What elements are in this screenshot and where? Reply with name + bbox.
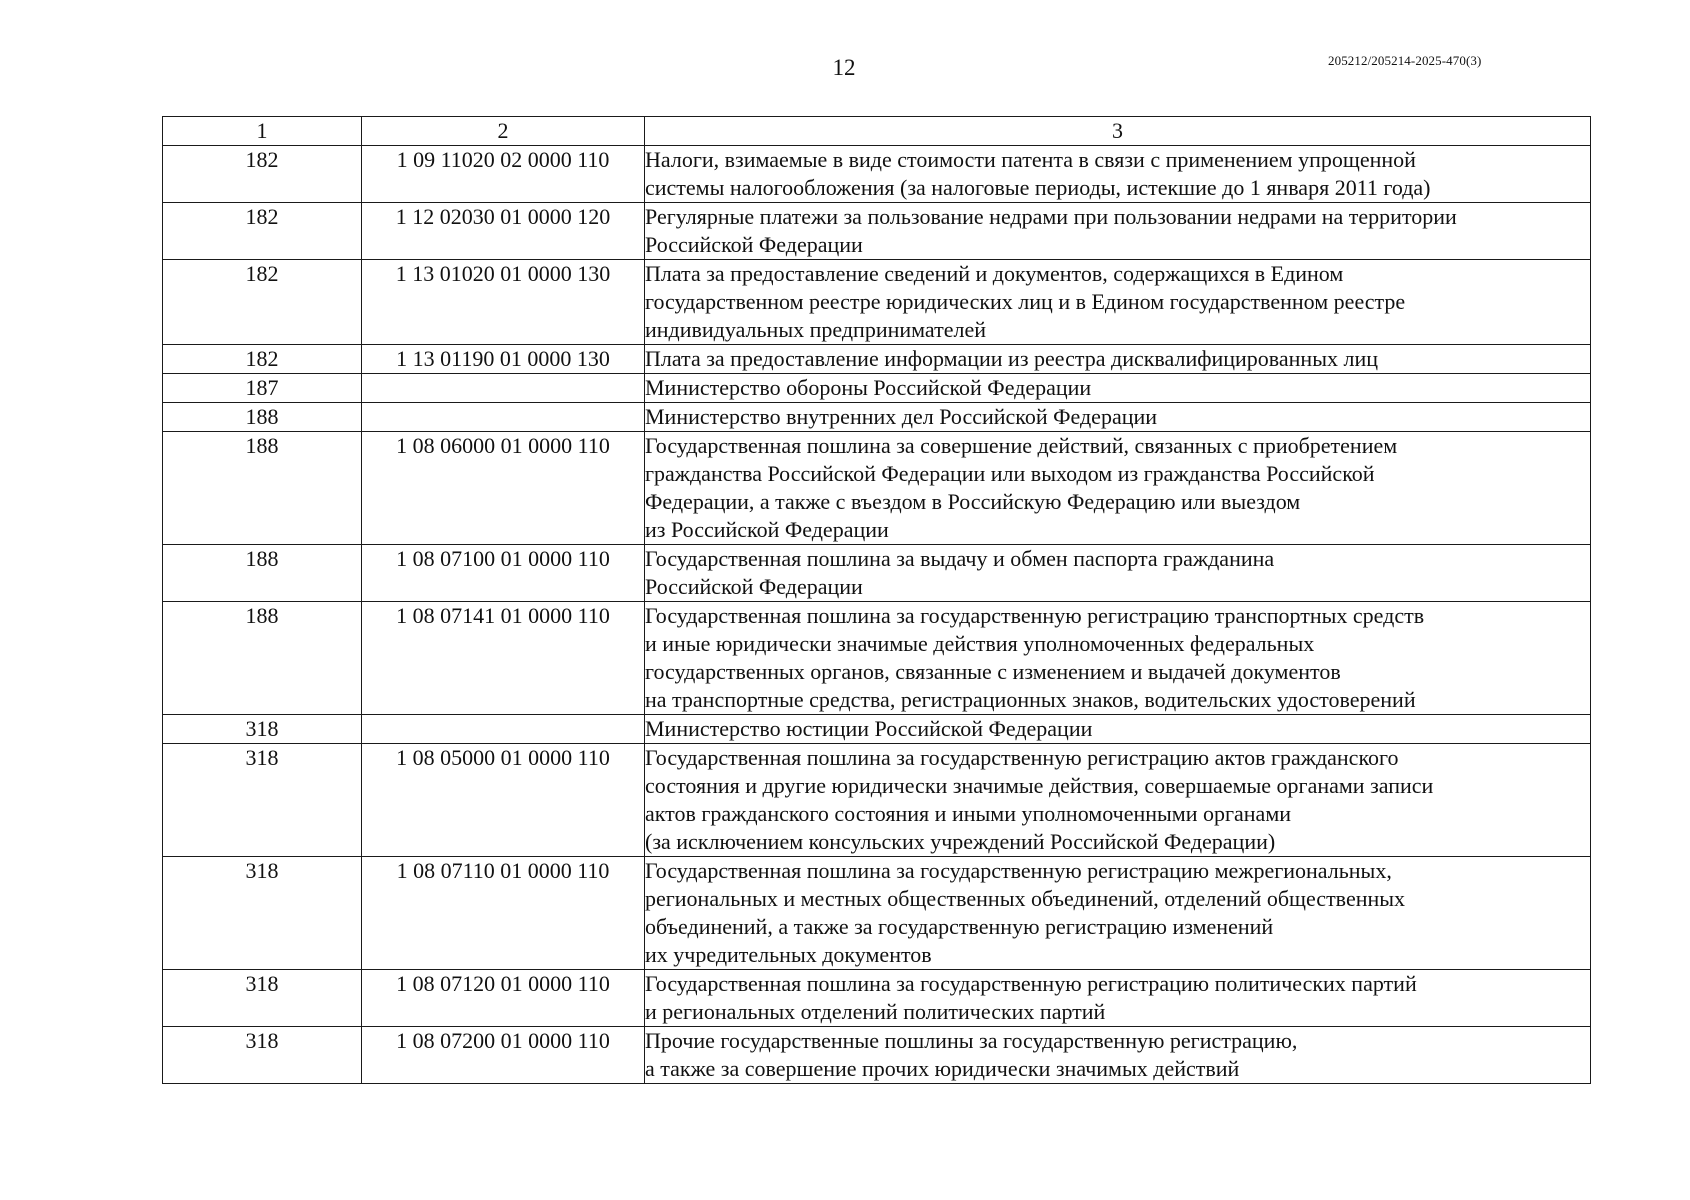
document-code: 205212/205214-2025-470(3): [1328, 53, 1482, 68]
administrator-code-cell: 188: [163, 602, 362, 715]
revenue-name-line: государственных органов, связанные с изменением и выдачей документов: [645, 659, 1341, 684]
revenue-code-cell: 1 08 06000 01 0000 110: [362, 432, 645, 545]
revenue-name-cell: [645, 374, 1591, 403]
revenue-name-line: Налоги, взимаемые в виде стоимости патента в связи с применением упрощенной: [645, 147, 1416, 172]
revenue-name-cell: [645, 545, 1591, 602]
revenue-name-line: актов гражданского состояния и иными уполномоченными органами: [645, 801, 1292, 826]
revenue-name-line: а также за совершение прочих юридически значимых действий: [645, 1056, 1240, 1081]
table-row: [163, 432, 1591, 545]
revenue-name-line: Государственная пошлина за государственную регистрацию актов гражданского: [645, 745, 1399, 770]
revenue-name-cell: [645, 146, 1591, 203]
revenue-name-cell: [645, 970, 1591, 1027]
revenue-name-line: Российской Федерации: [645, 574, 863, 599]
revenue-code-cell: 1 12 02030 01 0000 120: [362, 203, 645, 260]
revenue-name-line: Федерации, а также с въездом в Российскую Федерацию или выездом: [645, 489, 1301, 514]
administrator-code-cell: 188: [163, 545, 362, 602]
revenue-name-cell: [645, 345, 1591, 374]
revenue-name-line: Регулярные платежи за пользование недрами при пользовании недрами на территории: [645, 204, 1457, 229]
table-row: [163, 744, 1591, 857]
revenue-code-cell: [362, 403, 645, 432]
table-row: [163, 857, 1591, 970]
table-row: [163, 345, 1591, 374]
revenue-name-line: Прочие государственные пошлины за государственную регистрацию,: [645, 1028, 1298, 1053]
revenue-code-cell: 1 09 11020 02 0000 110: [362, 146, 645, 203]
column-header-1: 1: [163, 117, 362, 146]
table-row: [163, 374, 1591, 403]
revenue-name-cell: [645, 1027, 1591, 1084]
revenue-name-line: Российской Федерации: [645, 232, 863, 257]
table-row: [163, 260, 1591, 345]
administrator-code-cell: 182: [163, 203, 362, 260]
revenue-name-line: их учредительных документов: [645, 942, 932, 967]
administrator-code-cell: 318: [163, 715, 362, 744]
revenue-name-line: Министерство юстиции Российской Федерации: [645, 716, 1093, 741]
revenue-code-cell: 1 08 07110 01 0000 110: [362, 857, 645, 970]
revenue-name-line: Плата за предоставление информации из реестра дисквалифицированных лиц: [645, 346, 1379, 371]
revenue-name-cell: [645, 432, 1591, 545]
revenue-name-cell: [645, 744, 1591, 857]
revenue-name-cell: [645, 857, 1591, 970]
table-row: [163, 203, 1591, 260]
revenue-name-cell: [645, 403, 1591, 432]
administrator-code-cell: 188: [163, 432, 362, 545]
administrator-code-cell: 182: [163, 260, 362, 345]
administrator-code-cell: 182: [163, 146, 362, 203]
revenue-code-cell: 1 13 01190 01 0000 130: [362, 345, 645, 374]
revenue-name-line: индивидуальных предпринимателей: [645, 317, 986, 342]
revenue-code-cell: 1 08 05000 01 0000 110: [362, 744, 645, 857]
revenue-codes-table: [162, 116, 1591, 1084]
revenue-name-line: (за исключением консульских учреждений Российской Федерации): [645, 829, 1276, 854]
revenue-name-line: Государственная пошлина за государственную регистрацию транспортных средств: [645, 603, 1425, 628]
revenue-name-line: Государственная пошлина за государственную регистрацию политических партий: [645, 971, 1417, 996]
administrator-code-cell: 318: [163, 970, 362, 1027]
administrator-code-cell: 187: [163, 374, 362, 403]
revenue-code-cell: 1 08 07200 01 0000 110: [362, 1027, 645, 1084]
revenue-name-line: и региональных отделений политических партий: [645, 999, 1106, 1024]
revenue-name-line: Плата за предоставление сведений и документов, содержащихся в Едином: [645, 261, 1344, 286]
table-body: [163, 146, 1591, 1084]
revenue-code-cell: 1 13 01020 01 0000 130: [362, 260, 645, 345]
administrator-code-cell: 182: [163, 345, 362, 374]
revenue-name-cell: [645, 602, 1591, 715]
revenue-name-line: Государственная пошлина за совершение действий, связанных с приобретением: [645, 433, 1398, 458]
table-row: [163, 602, 1591, 715]
table-row: [163, 970, 1591, 1027]
table-header-row: [163, 117, 1591, 146]
table-row: [163, 146, 1591, 203]
administrator-code-cell: 188: [163, 403, 362, 432]
table-row: [163, 1027, 1591, 1084]
revenue-name-line: системы налогообложения (за налоговые периоды, истекшие до 1 января 2011 года): [645, 175, 1431, 200]
column-header-3: 3: [645, 117, 1591, 146]
table-row: [163, 715, 1591, 744]
column-header-2: 2: [362, 117, 645, 146]
revenue-name-cell: [645, 203, 1591, 260]
revenue-code-cell: 1 08 07100 01 0000 110: [362, 545, 645, 602]
revenue-name-cell: [645, 260, 1591, 345]
administrator-code-cell: 318: [163, 744, 362, 857]
revenue-name-line: Министерство внутренних дел Российской Федерации: [645, 404, 1158, 429]
page-number: 12: [832, 55, 856, 80]
table-row: [163, 403, 1591, 432]
revenue-code-cell: 1 08 07120 01 0000 110: [362, 970, 645, 1027]
revenue-name-line: Министерство обороны Российской Федерации: [645, 375, 1092, 400]
revenue-name-line: Государственная пошлина за государственную регистрацию межрегиональных,: [645, 858, 1392, 883]
administrator-code-cell: 318: [163, 857, 362, 970]
table-row: [163, 545, 1591, 602]
revenue-code-cell: 1 08 07141 01 0000 110: [362, 602, 645, 715]
revenue-name-cell: [645, 715, 1591, 744]
revenue-name-line: состояния и другие юридически значимые действия, совершаемые органами записи: [645, 773, 1434, 798]
revenue-code-cell: [362, 374, 645, 403]
revenue-name-line: на транспортные средства, регистрационных знаков, водительских удостоверений: [645, 687, 1416, 712]
revenue-name-line: из Российской Федерации: [645, 517, 889, 542]
revenue-name-line: объединений, а также за государственную регистрацию изменений: [645, 914, 1274, 939]
administrator-code-cell: 318: [163, 1027, 362, 1084]
revenue-name-line: гражданства Российской Федерации или выходом из гражданства Российской: [645, 461, 1375, 486]
revenue-code-cell: [362, 715, 645, 744]
revenue-name-line: региональных и местных общественных объединений, отделений общественных: [645, 886, 1406, 911]
revenue-name-line: и иные юридически значимые действия уполномоченных федеральных: [645, 631, 1315, 656]
revenue-name-line: Государственная пошлина за выдачу и обмен паспорта гражданина: [645, 546, 1275, 571]
revenue-name-line: государственном реестре юридических лиц и в Едином государственном реестре: [645, 289, 1406, 314]
